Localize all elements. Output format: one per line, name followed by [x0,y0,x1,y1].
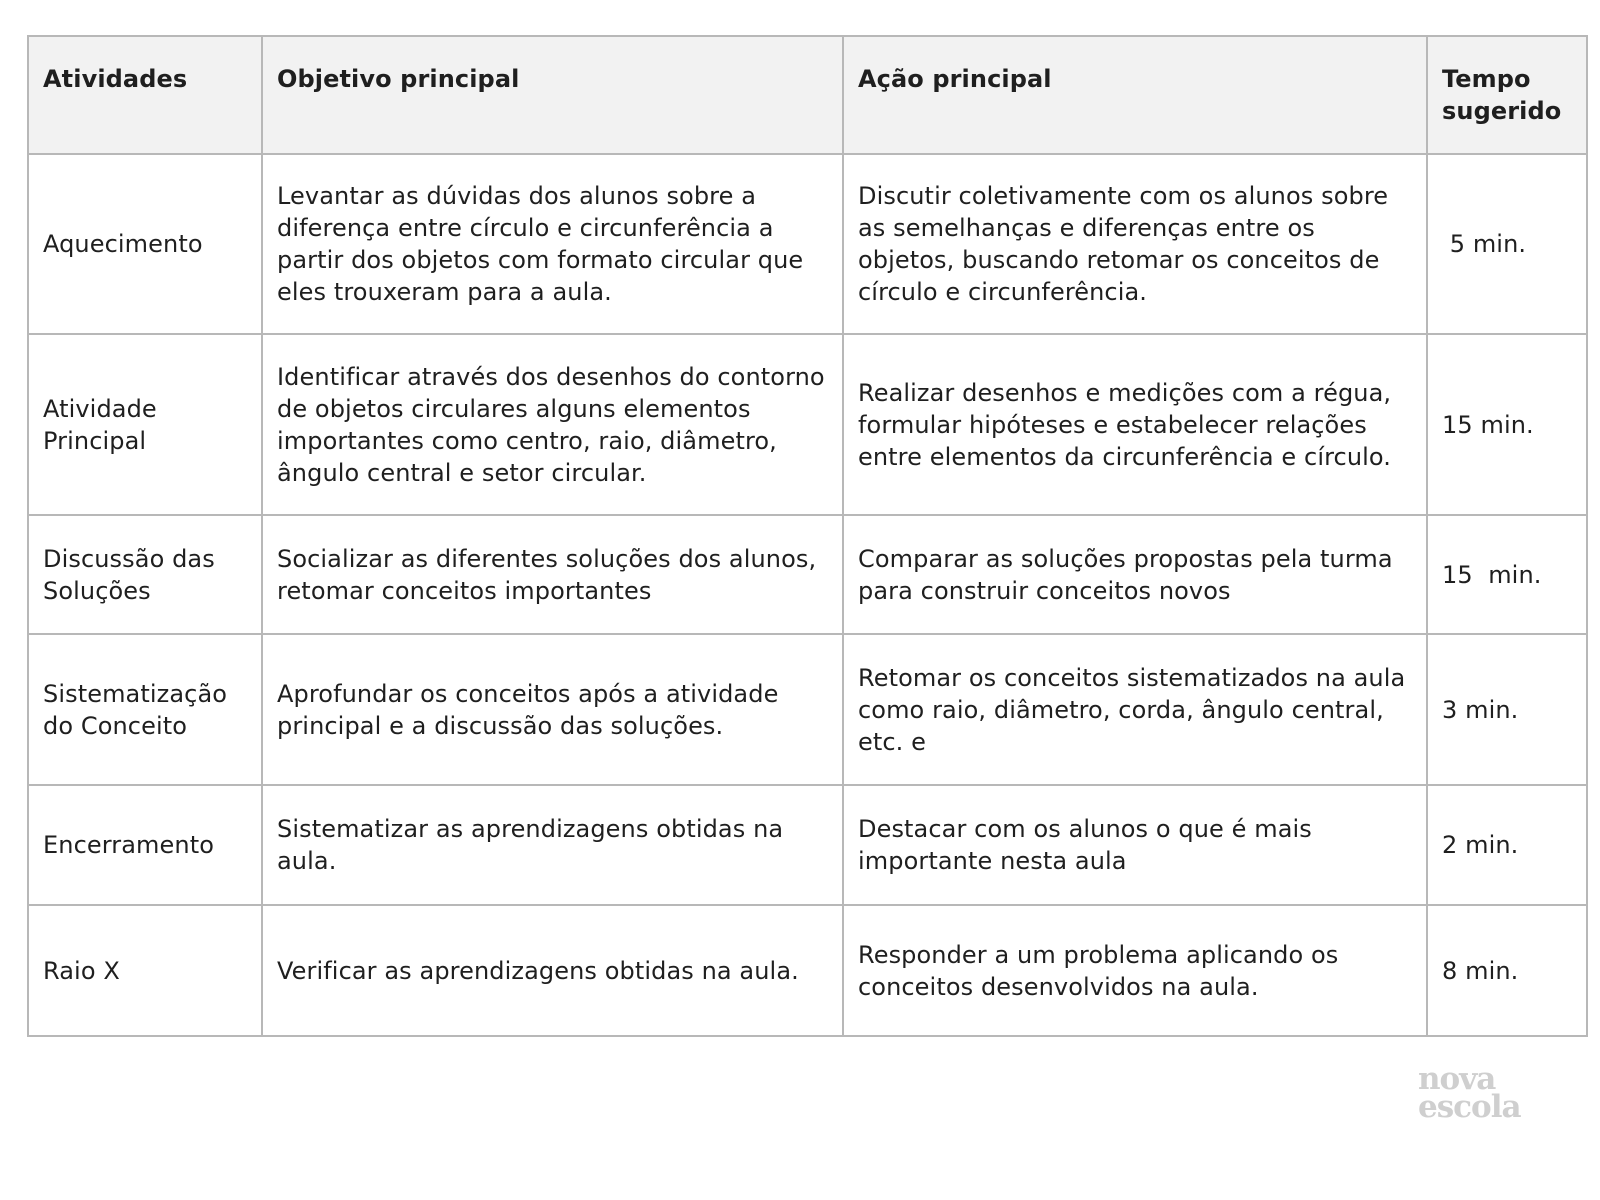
table-header [28,36,1587,154]
cell-acao: Destacar com os alunos o que é mais importante nesta aula [843,785,1427,905]
header-tempo-sugerido: Tempo sugerido [1427,36,1587,154]
cell-acao: Retomar os conceitos sistematizados na aula como raio, diâmetro, corda, ângulo central, etc. e [843,634,1427,785]
cell-atividade: Sistematização do Conceito [28,634,262,785]
cell-acao: Responder a um problema aplicando os conceitos desenvolvidos na aula. [843,905,1427,1036]
table-row [28,785,1587,905]
table-row [28,905,1587,1036]
cell-objetivo: Levantar as dúvidas dos alunos sobre a diferença entre círculo e circunferência a partir dos objetos com formato circular que eles trouxeram para a aula. [262,154,843,334]
cell-acao: Realizar desenhos e medições com a régua, formular hipóteses e estabelecer relações entre elementos da circunferência e círculo. [843,334,1427,515]
cell-objetivo: Verificar as aprendizagens obtidas na aula. [262,905,843,1036]
cell-tempo: 2 min. [1427,785,1587,905]
cell-objetivo: Identificar através dos desenhos do contorno de objetos circulares alguns elementos importantes como centro, raio, diâmetro, ângulo central e setor circular. [262,334,843,515]
logo-line-nova: nova [1418,1061,1496,1097]
lesson-plan-table-wrapper [27,35,1586,1037]
cell-atividade: Aquecimento [28,154,262,334]
cell-tempo: 15 min. [1427,515,1587,634]
header-row [28,36,1587,154]
cell-objetivo: Socializar as diferentes soluções dos alunos, retomar conceitos importantes [262,515,843,634]
cell-atividade: Encerramento [28,785,262,905]
header-acao-principal: Ação principal [843,36,1427,154]
cell-objetivo: Sistematizar as aprendizagens obtidas na aula. [262,785,843,905]
table-row [28,634,1587,785]
nova-escola-logo [1418,1061,1538,1125]
cell-atividade: Atividade Principal [28,334,262,515]
table-row [28,515,1587,634]
cell-tempo: 5 min. [1427,154,1587,334]
lesson-plan-table [27,35,1588,1037]
cell-acao: Comparar as soluções propostas pela turma para construir conceitos novos [843,515,1427,634]
cell-tempo: 15 min. [1427,334,1587,515]
header-atividades: Atividades [28,36,262,154]
table-row [28,154,1587,334]
header-objetivo-principal: Objetivo principal [262,36,843,154]
cell-tempo: 8 min. [1427,905,1587,1036]
logo-line-escola: escola [1418,1089,1521,1125]
table-row [28,334,1587,515]
table-body [28,154,1587,1036]
cell-atividade: Discussão das Soluções [28,515,262,634]
cell-acao: Discutir coletivamente com os alunos sobre as semelhanças e diferenças entre os objetos, buscando retomar os conceitos de círculo e circunferência. [843,154,1427,334]
cell-objetivo: Aprofundar os conceitos após a atividade principal e a discussão das soluções. [262,634,843,785]
cell-atividade: Raio X [28,905,262,1036]
cell-tempo: 3 min. [1427,634,1587,785]
